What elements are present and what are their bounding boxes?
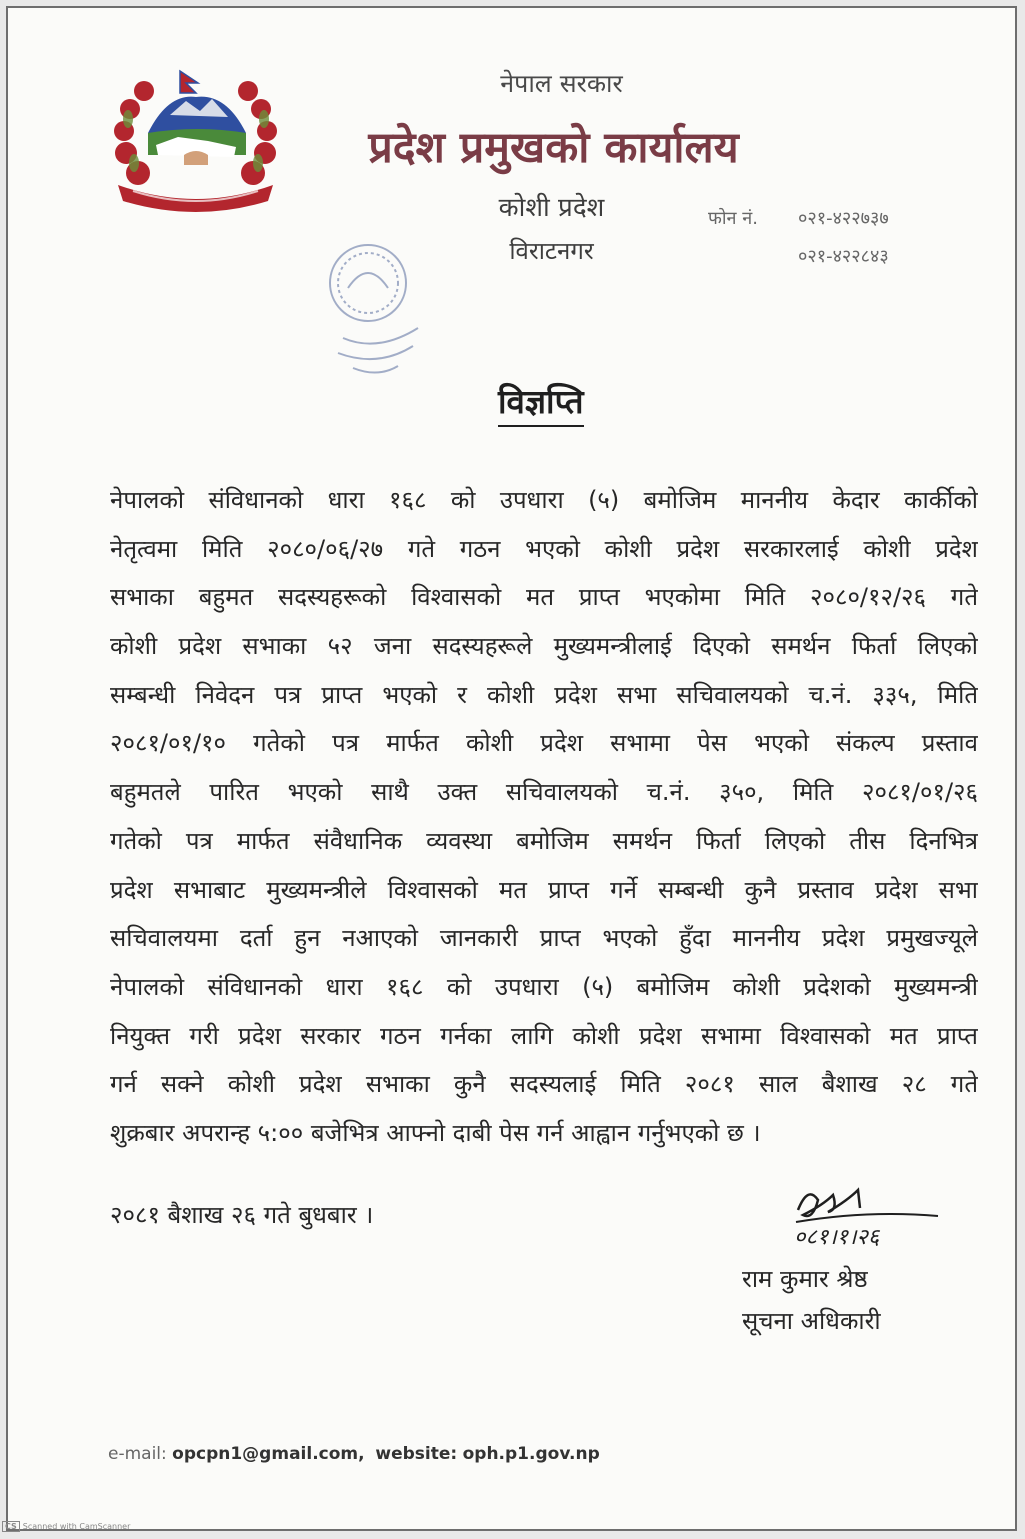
phone-number-2: ०२१-४२२८४३: [798, 246, 889, 267]
footer-contact: [108, 1444, 600, 1464]
body-line: बहुमतले पारित भएको साथै उक्त सचिवालयको च.नं. ३५०, मिति २०८१/०१/२६: [110, 778, 978, 807]
notice-body: [110, 476, 978, 1158]
email-link[interactable]: opcpn1@gmail.com,: [172, 1444, 365, 1464]
phone-number-1: ०२१-४२२७३७: [798, 208, 889, 229]
body-line: गर्न सक्ने कोशी प्रदेश सभाका कुनै सदस्यलाई मिति २०८१ साल बैशाख २८ गते: [110, 1070, 978, 1099]
body-line: नेपालको संविधानको धारा १६८ को उपधारा (५) बमोजिम माननीय केदार कार्कीको: [110, 486, 978, 514]
body-line: कोशी प्रदेश सभाका ५२ जना सदस्यहरूले मुख्यमन्त्रीलाई दिएको समर्थन फिर्ता लिएको: [110, 632, 978, 661]
body-line: गतेको पत्र मार्फत संवैधानिक व्यवस्था बमोजिम समर्थन फिर्ता लिएको तीस दिनभित्र: [110, 826, 978, 855]
body-line: नियुक्त गरी प्रदेश सरकार गठन गर्नका लागि कोशी प्रदेश सभामा विश्वासको मत प्राप्त: [110, 1021, 978, 1050]
email-label: e-mail:: [108, 1444, 167, 1464]
body-line: २०८१/०१/१० गतेको पत्र मार्फत कोशी प्रदेश सभामा पेस भएको संकल्प प्रस्ताव: [110, 729, 978, 758]
body-line: सभाका बहुमत सदस्यहरूको विश्वासको मत प्राप्त भएकोमा मिति २०८०/१२/२६ गते: [110, 583, 978, 612]
website-link[interactable]: oph.p1.gov.np: [462, 1444, 600, 1464]
notice-date: २०८१ बैशाख २६ गते बुधबार ।: [110, 1201, 374, 1229]
signatory-role: सूचना अधिकारी: [742, 1307, 881, 1335]
scanner-badge: CS: [2, 1521, 20, 1532]
office-stamp-icon: [308, 228, 443, 388]
document-page: [6, 6, 1017, 1531]
signatory-name: राम कुमार श्रेष्ठ: [742, 1265, 868, 1293]
province-name: कोशी प्रदेश: [498, 193, 605, 223]
body-line: सम्बन्धी निवेदन पत्र प्राप्त भएको र कोशी प्रदेश सभा सचिवालयको च.नं. ३३५, मिति: [110, 680, 978, 709]
signature-date: ०८१।१।२६: [794, 1225, 880, 1250]
office-name: प्रदेश प्रमुखको कार्यालय: [368, 123, 739, 173]
body-line: शुक्रबार अपरान्ह ५:०० बजेभित्र आफ्नो दाबी पेस गर्न आह्वान गर्नुभएको छ ।: [110, 1118, 761, 1147]
body-line: सचिवालयमा दर्ता हुन नआएको जानकारी प्राप्त भएको हुँदा माननीय प्रदेश प्रमुखज्यूले: [110, 924, 978, 953]
notice-title: विज्ञप्ति: [498, 378, 584, 427]
body-line: प्रदेश सभाबाट मुख्यमन्त्रीले विश्वासको मत प्राप्त गर्ने सम्बन्धी कुनै प्रस्ताव प्रदेश सभा: [110, 875, 978, 904]
signature-icon: [788, 1180, 948, 1250]
scanner-watermark: [2, 1521, 130, 1532]
city-name: विराटनगर: [509, 237, 594, 265]
phone-label: फोन नं.: [708, 208, 758, 229]
phone-block: [708, 210, 889, 266]
government-name: नेपाल सरकार: [500, 69, 623, 98]
scanner-text: Scanned with CamScanner: [22, 1522, 131, 1531]
website-label: website:: [375, 1444, 458, 1464]
body-line: नेतृत्वमा मिति २०८०/०६/२७ गते गठन भएको कोशी प्रदेश सरकारलाई कोशी प्रदेश: [110, 534, 978, 563]
body-line: नेपालको संविधानको धारा १६८ को उपधारा (५) बमोजिम कोशी प्रदेशको मुख्यमन्त्री: [110, 972, 978, 1001]
